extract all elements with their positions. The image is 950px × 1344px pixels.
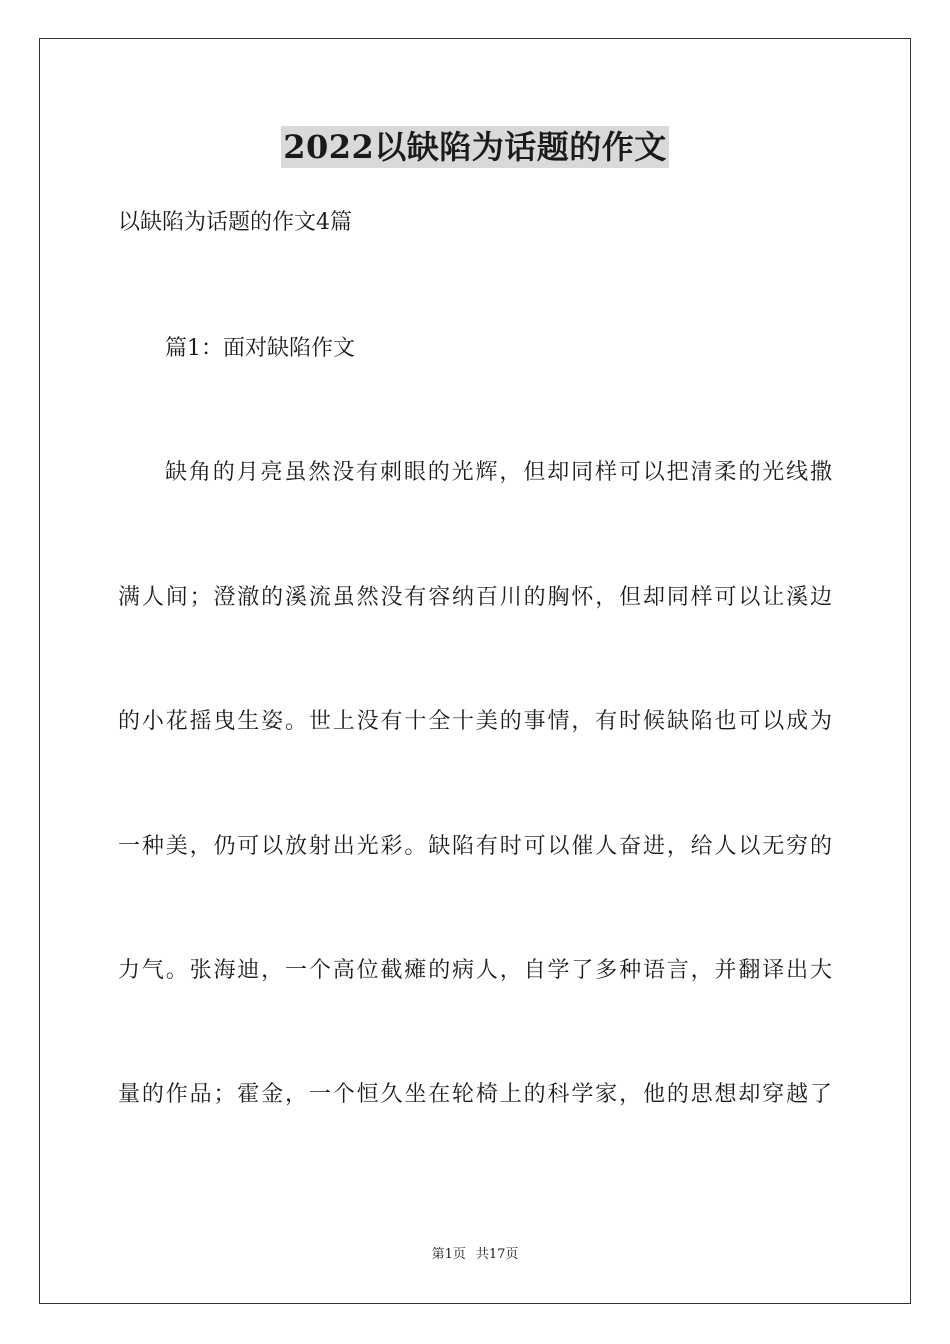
body-line: 缺角的月亮虽然没有刺眼的光辉，但却同样可以把清柔的光线撒 (165, 460, 832, 485)
page-total: 共17页 (475, 1247, 519, 1262)
page-number: 第1页 (431, 1247, 466, 1262)
body-line: 一种美，仍可以放射出光彩。缺陷有时可以催人奋进，给人以无穷的 (118, 834, 832, 859)
body-line: 力气。张海迪，一个高位截瘫的病人，自学了多种语言，并翻译出大 (118, 958, 832, 983)
body-line: 满人间；澄澈的溪流虽然没有容纳百川的胸怀，但却同样可以让溪边 (118, 585, 832, 610)
body-line: 的小花摇曳生姿。世上没有十全十美的事情，有时候缺陷也可以成为 (118, 709, 832, 734)
document-subtitle: 以缺陷为话题的作文4篇 (118, 210, 352, 235)
body-line: 量的作品；霍金，一个恒久坐在轮椅上的科学家，他的思想却穿越了 (118, 1082, 832, 1107)
section-heading: 篇1：面对缺陷作文 (165, 336, 355, 361)
document-title: 2022以缺陷为话题的作文 (283, 128, 667, 166)
page-footer (0, 1246, 950, 1264)
title-container (0, 126, 950, 168)
